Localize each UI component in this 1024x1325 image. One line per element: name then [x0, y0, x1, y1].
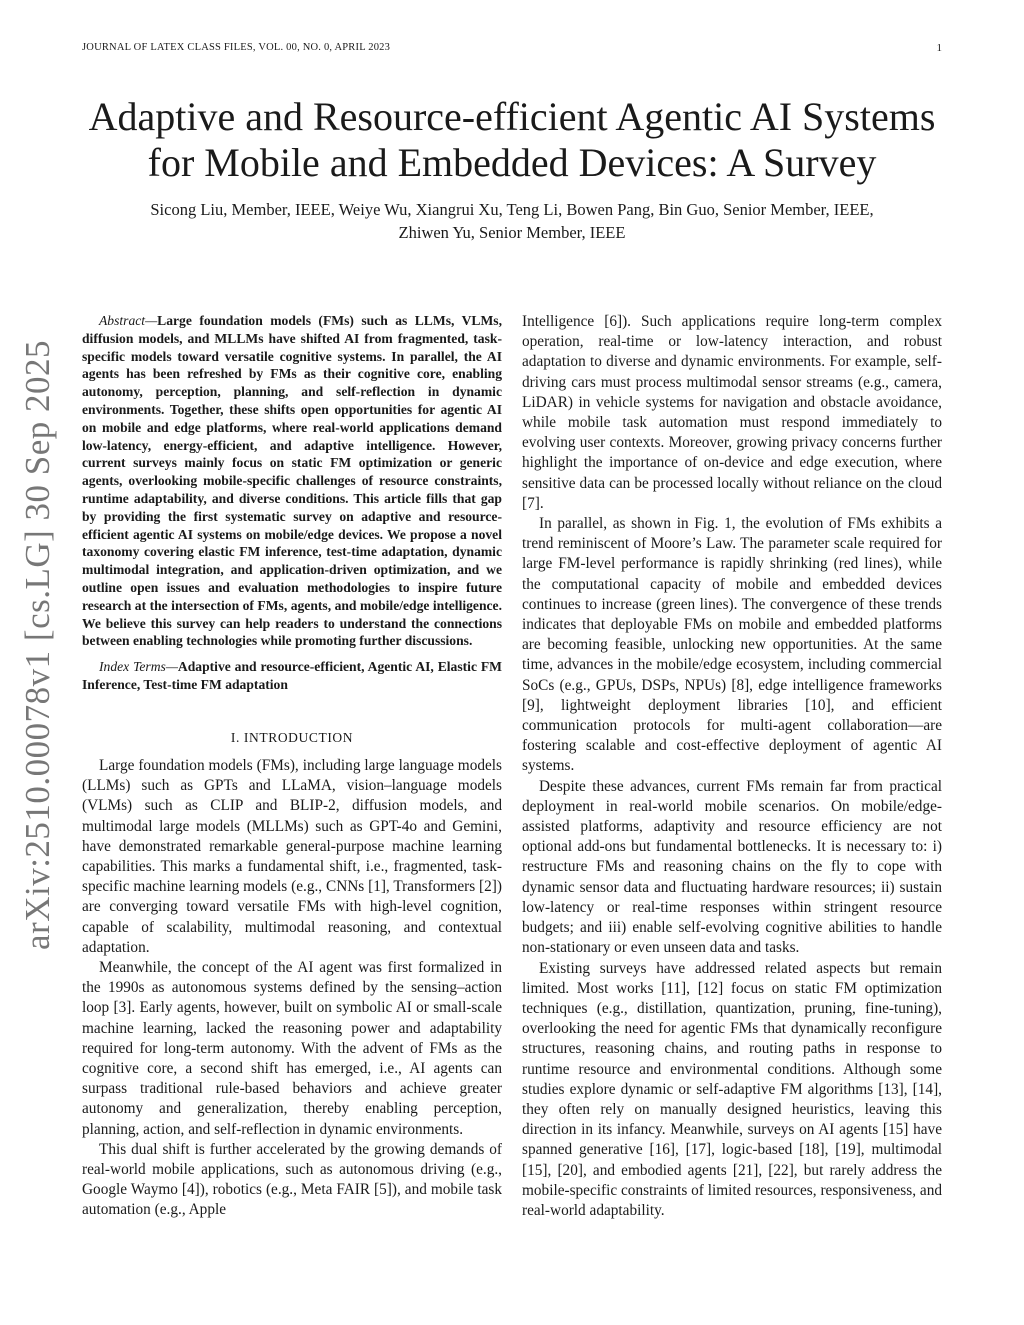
body-paragraph: Existing surveys have addressed related aspects but remain limited. Most works [11], [12] focus on static FM optimization techniques (e.g., distillation, quantization, pruning, fine-tuning), overlooking the need for agentic FMs that dynamically reconfigure structures, reasoning chains, and routing paths in response to runtime resource and environmental conditions. Although some studies explore dynamic or self-adaptive FM algorithms [13], [14], they often rely on manually designed heuristics, leaving this direction in its infancy. Meanwhile, surveys on AI agents [15] have spanned generative [16], [17], logic-based [18], [19], multimodal [15], [20], and embodied agents [21], [22], but rarely address the mobile-specific constraints of limited resources, responsiveness, and real-world adaptability.	[522, 959, 942, 1219]
index-terms	[82, 658, 502, 694]
abstract-text: Large foundation models (FMs) such as LLMs, VLMs, diffusion models, and MLLMs have shifted AI from fragmented, task-specific models toward versatile cognitive systems. In parallel, the AI agents has been refreshed by FMs as their cognitive core, enabling autonomy, perception, planning, and self-reflection in dynamic environments. Together, these shifts open opportunities for agentic AI on mobile and edge platforms, where real-world applications demand low-latency, energy-efficient, and adaptive intelligence. However, current surveys mainly focus on static FM optimization or generic agents, overlooking mobile-specific challenges of resource constraints, runtime adaptability, and diverse conditions. This article fills that gap by providing the first systematic survey on adaptive and resource-efficient agentic AI systems on mobile/edge devices. We propose a novel taxonomy covering elastic FM inference, test-time adaptation, dynamic multimodal integration, and application-driven optimization, and we outline open issues and evaluation methodologies to inspire future research at the intersection of FMs, agents, and mobile/edge intelligence. We believe this survey can help readers to understand the connections between enabling technologies while promoting further discussions.	[82, 313, 502, 649]
authors-line-1: Sicong Liu, Member, IEEE, Weiye Wu, Xiangrui Xu, Teng Li, Bowen Pang, Bin Guo, Senior Member, IEEE,	[150, 200, 874, 219]
intro-paragraph: This dual shift is further accelerated by the growing demands of real-world mobile applications, such as autonomous driving (e.g., Google Waymo [4]), robotics (e.g., Meta FAIR [5]), and mobile task automation (e.g., Apple	[82, 1140, 502, 1219]
left-column	[82, 312, 502, 1221]
intro-paragraph: Meanwhile, the concept of the AI agent was first formalized in the 1990s as autonomous systems defined by the sensing–action loop [3]. Early agents, however, built on symbolic AI or small-scale machine learning, lacked the reasoning power and adaptability required for long-term autonomy. With the advent of FMs as the cognitive core, a second shift has emerged, i.e., AI agents can surpass traditional rule-based behaviors and achieve greater autonomy and generalization, thereby enabling perception, planning, action, and self-reflection in dynamic environments.	[82, 958, 502, 1138]
title-line-2: for Mobile and Embedded Devices: A Survey	[147, 140, 877, 185]
journal-header: JOURNAL OF LATEX CLASS FILES, VOL. 00, NO. 0, APRIL 2023	[82, 42, 391, 53]
index-terms-label: Index Terms—	[99, 659, 178, 675]
title-line-1: Adaptive and Resource-efficient Agentic AI Systems	[88, 94, 936, 139]
abstract-label: Abstract—	[99, 313, 158, 328]
paper-title	[60, 94, 964, 186]
intro-paragraph: Large foundation models (FMs), including large language models (LLMs) such as GPTs and LLaMA, vision–language models (VLMs) such as CLIP and BLIP-2, diffusion models, and multimodal large models (MLLMs) such as GPT-4o and Gemini, have demonstrated remarkable general-purpose machine learning capabilities. This marks a fundamental shift, i.e., fragmented, task-specific machine learning models (e.g., CNNs [1], Transformers [2]) are converging toward versatile FMs with high-level cognition, capable of scalability, multimodal reasoning, and contextual adaptation.	[82, 756, 502, 956]
arxiv-stamp: arXiv:2510.00078v1 [cs.LG] 30 Sep 2025	[18, 339, 57, 950]
authors-line-2: Zhiwen Yu, Senior Member, IEEE	[398, 223, 626, 242]
section-heading: I. INTRODUCTION	[230, 729, 354, 745]
right-column	[522, 312, 942, 1221]
body-paragraph: In parallel, as shown in Fig. 1, the evolution of FMs exhibits a trend reminiscent of Moore’s Law. The parameter scale required for large FM-level performance is rapidly shrinking (red lines), while the computational capacity of mobile and embedded devices continues to increase (green lines). The convergence of these trends indicates that deployable FMs on mobile and embedded platforms are becoming feasible, unlocking new opportunities. At the same time, advances in the mobile/edge ecosystem, including commercial SoCs (e.g., GPUs, DSPs, NPUs) [8], edge intelligence frameworks [9], lightweight deployment libraries [10], and efficient communication protocols for multi-agent collaboration—are fostering scalable and cost-effective deployment of agentic AI systems.	[522, 515, 942, 775]
abstract	[82, 312, 502, 650]
index-terms-text: Adaptive and resource-efficient, Agentic AI, Elastic FM Inference, Test-time FM adaptation	[82, 659, 502, 692]
body-paragraph: Intelligence [6]). Such applications require long-term complex operation, real-time or low-latency interaction, and robust adaptation to diverse and dynamic environments. For example, self-driving cars must process multimodal sensor streams (e.g., camera, LiDAR) in vehicle systems for navigation and obstacle avoidance, while mobile task automation must respond immediately to evolving user contexts. Moreover, growing privacy concerns further highlight the importance of on-device and edge execution, where sensitive data can be processed locally without reliance on the cloud [7].	[522, 313, 942, 512]
page-number: 1	[936, 42, 942, 54]
author-list	[70, 198, 954, 244]
body-paragraph: Despite these advances, current FMs remain far from practical deployment in real-world mobile scenarios. On mobile/edge-assisted platforms, adaptivity and resource efficiency are not optional add-ons but fundamental bottlenecks. It is necessary to: i) restructure FMs and reasoning chains on the fly to cope with dynamic sensor data and fluctuating hardware resources; ii) sustain low-latency or real-time responses within stringent resource budgets; and iii) enable self-evolving cognitive abilities to handle non-stationary or even unseen data and tasks.	[522, 777, 942, 957]
